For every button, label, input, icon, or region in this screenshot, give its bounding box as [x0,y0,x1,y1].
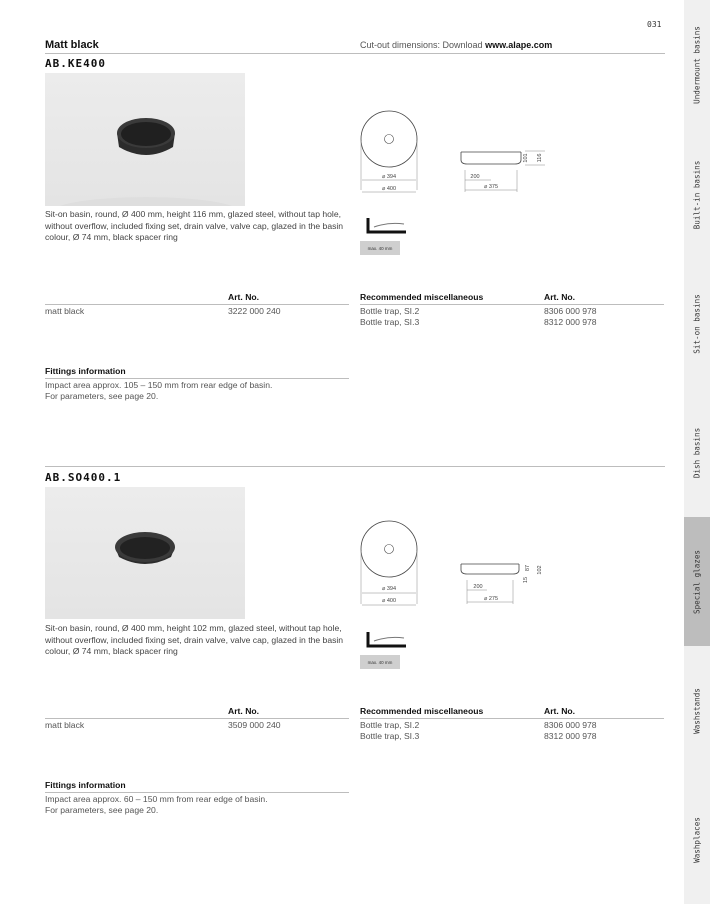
mount-drawing [360,632,408,650]
misc-item-art-no: 8306 000 978 [544,306,597,316]
fittings-line: Impact area approx. 105 – 150 mm from rear edge of basin. [45,380,273,390]
sidebar-tab-label: Dish basins [692,427,702,478]
cutout-note [360,40,552,50]
misc-item-name: Bottle trap, SI.2 [360,720,420,730]
fittings-rule [45,378,349,379]
misc-table-rule [360,718,664,719]
top-view-drawing [355,518,430,606]
misc-item-name: Bottle trap, SI.3 [360,731,420,741]
misc-art-no-header: Art. No. [544,706,576,716]
sidebar-tab-undermount-basins[interactable] [684,0,710,130]
sidebar-tab-washplaces[interactable] [684,775,710,904]
max-thickness-label: max. 40 mm [360,655,400,669]
art-no-header: Art. No. [228,706,260,716]
sidebar-tab-built-in-basins[interactable] [684,130,710,259]
variant-label: matt black [45,306,85,316]
product-description: Sit-on basin, round, Ø 400 mm, height 102 mm, glazed steel, without tap hole, without overflow, included fixing set, drain valve, valve cap, glazed in the basin colour, Ø 74 mm, black spacer ring [45,623,344,656]
product-description: Sit-on basin, round, Ø 400 mm, height 116 mm, glazed steel, without tap hole, without overflow, included fixing set, drain valve, valve cap, glazed in the basin colour, Ø 74 mm, black spacer ring [45,209,344,242]
sidebar-tab-label: Undermount basins [692,26,702,104]
page-number: 031 [647,20,662,29]
cutout-prefix: Cut-out dimensions: Download [360,40,486,50]
variant-label: matt black [45,720,85,730]
product-photo [45,487,245,619]
dim-base: ⌀ 275 [483,596,499,602]
basin-image [45,73,245,206]
article-number: 3222 000 240 [228,306,281,316]
dim-inner: ⌀ 394 [381,174,397,180]
product-code: AB.KE400 [45,57,106,70]
misc-header: Recommended miscellaneous [360,292,484,302]
misc-art-no-header: Art. No. [544,292,576,302]
dim-outer: ⌀ 400 [381,186,397,192]
dim-height-0: 15 [523,576,529,584]
header-rule [45,53,665,54]
mount-drawing [360,218,408,236]
fittings-header: Fittings information [45,780,126,790]
dim-height-2: 116 [537,153,543,163]
misc-header: Recommended miscellaneous [360,706,484,716]
sidebar-tab-label: Special glazes [692,549,702,614]
basin-image [45,487,245,619]
page-title: Matt black [45,39,99,51]
max-thickness-label: max. 40 mm [360,241,400,255]
sidebar-tab-dish-basins[interactable] [684,388,710,517]
fittings-header: Fittings information [45,366,126,376]
section-rule [45,466,665,467]
dim-height-1: 87 [525,564,531,572]
sidebar-tab-special-glazes[interactable] [684,517,710,646]
sidebar-tab-washstands[interactable] [684,646,710,775]
fittings-line: For parameters, see page 20. [45,805,159,815]
dim-outer: ⌀ 400 [381,598,397,604]
dim-width: 200 [473,584,483,590]
dim-width: 200 [470,174,480,180]
cutout-link[interactable]: www.alape.com [485,40,553,50]
sidebar-tab-label: Built-in basins [692,160,702,229]
fittings-line: Impact area approx. 60 – 150 mm from rear edge of basin. [45,794,268,804]
sidebar-tab-label: Washstands [692,687,702,734]
misc-item-name: Bottle trap, SI.3 [360,317,420,327]
misc-item-art-no: 8312 000 978 [544,317,597,327]
art-no-header: Art. No. [228,292,260,302]
dim-height-2: 102 [537,565,543,575]
sidebar-tab-sit-on-basins[interactable] [684,259,710,388]
side-view-drawing [455,560,550,608]
misc-table-rule [360,304,664,305]
table-rule [45,304,349,305]
category-sidebar [684,0,710,904]
sidebar-tab-label: Sit-on basins [692,293,702,354]
product-photo [45,73,245,206]
side-view-drawing [455,148,550,198]
dim-inner: ⌀ 394 [381,586,397,592]
misc-item-art-no: 8306 000 978 [544,720,597,730]
product-code: AB.SO400.1 [45,471,122,484]
dim-height-1: 101 [523,153,529,163]
misc-item-name: Bottle trap, SI.2 [360,306,420,316]
top-view-drawing [355,108,430,196]
table-rule [45,718,349,719]
sidebar-tab-label: Washplaces [692,816,702,863]
fittings-line: For parameters, see page 20. [45,391,159,401]
fittings-rule [45,792,349,793]
mount-detail [360,218,408,255]
article-number: 3509 000 240 [228,720,281,730]
mount-detail [360,632,408,669]
dim-base: ⌀ 375 [483,184,499,190]
misc-item-art-no: 8312 000 978 [544,731,597,741]
